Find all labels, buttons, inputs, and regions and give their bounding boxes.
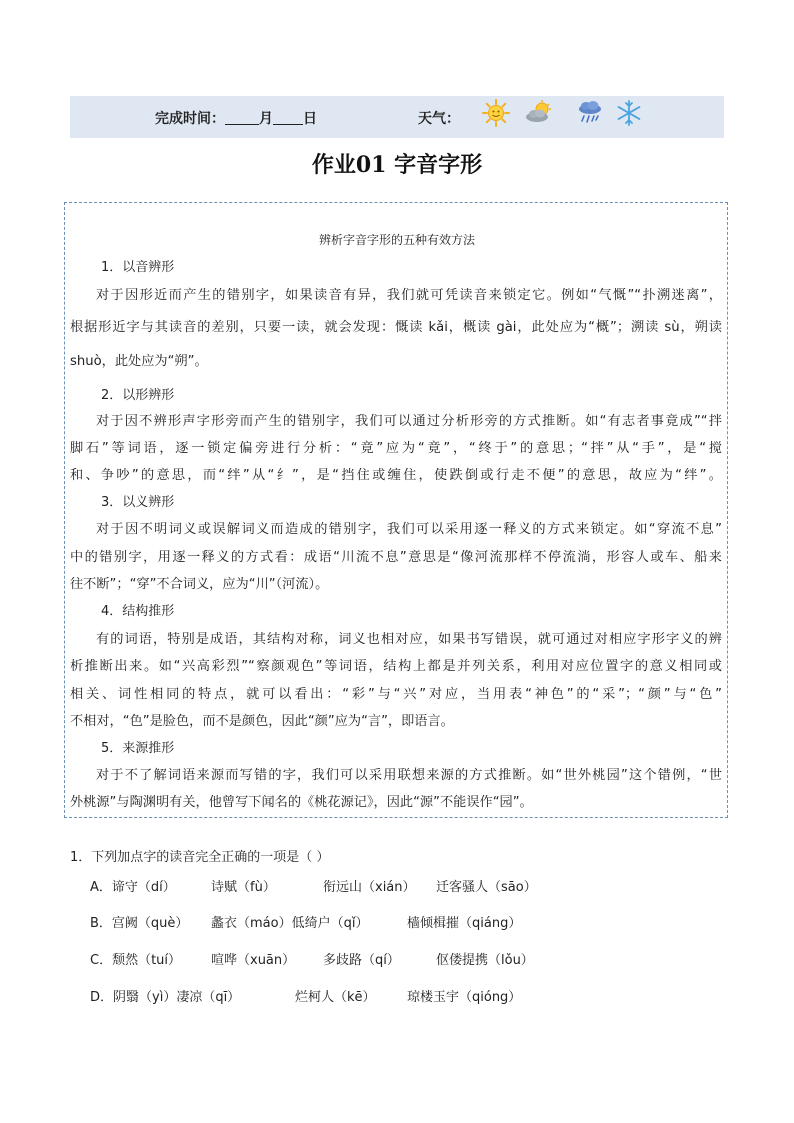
section-heading: 2．以形辨形 — [101, 388, 175, 403]
section-heading: 4．结构推形 — [101, 604, 175, 619]
section-line: 根据形近字与其读音的差别，只要一读，就会发现：慨读 kǎi，概读 gài，此处应为“概”；溯读 sù，朔读 — [70, 320, 722, 335]
section-line: 有的词语，特别是成语，其结构对称，词义也相对应，如果书写错误，就可通过对相应字形字义的辨 — [96, 632, 722, 647]
sun-icon — [481, 98, 511, 128]
option-item: A．谛守（dí） — [90, 880, 176, 895]
option-item: 诗赋（fù） — [211, 880, 276, 895]
section-line: shuò，此处应为“朔”。 — [70, 354, 208, 369]
option-item: D．阴翳（yì）凄凉（qī） — [90, 990, 241, 1005]
option-item: 樯倾楫摧（qiáng） — [407, 916, 522, 931]
section-line: 对于因形近而产生的错别字，如果读音有异，我们就可凭读音来锁定它。例如“气慨”“扑溯迷离”， — [96, 288, 722, 303]
month-blank — [225, 110, 259, 125]
time-label: 完成时间： — [155, 111, 225, 127]
option-item: B．宫阙（què） — [90, 916, 189, 931]
option-item: 喧哗（xuān） — [211, 953, 296, 968]
option-item: C．颓然（tuí） — [90, 953, 182, 968]
partly-cloudy-icon — [524, 98, 554, 128]
snowflake-icon — [614, 98, 644, 128]
section-line: 外桃源”与陶渊明有关，他曾写下闻名的《桃花源记》，因此“源”不能误作“园”。 — [70, 795, 533, 810]
section-line: 脚石”等词语，逐一锁定偏旁进行分析：“竟”应为“竟”，“终于”的意思；“拌”从“手”，是“搅 — [70, 441, 722, 456]
section-line: 中的错别字，用逐一释义的方式看：成语“川流不息”意思是“像河流那样不停流淌，形容人或车、船来 — [70, 550, 722, 565]
weather-label: 天气： — [418, 111, 460, 127]
month-label: 月 — [259, 111, 273, 127]
option-item: 琼楼玉宇（qióng） — [407, 990, 522, 1005]
option-item: 蠡衣（máo）低绮户（qǐ） — [211, 916, 369, 931]
page-title: 作业01 字音字形 — [311, 152, 483, 178]
methods-box-title: 辨析字音字形的五种有效方法 — [318, 233, 475, 247]
completion-time — [155, 108, 317, 128]
option-item: 烂柯人（kē） — [295, 990, 376, 1005]
section-line: 和、争吵”的意思，而“绊”从“纟”，是“挡住或缠住，使跌倒或行走不便”的意思，故应为“绊”。 — [70, 468, 722, 483]
section-line: 对于因不辨形声字形旁而产生的错别字，我们可以通过分析形旁的方式推断。如“有志者事竟成”“拌 — [96, 414, 722, 429]
section-line: 相关、词性相同的特点，就可以看出：“彩”与“兴”对应，当用表“神色”的“采”；“颜”与“色” — [70, 687, 722, 702]
section-line: 往不断”；“穿”不合词义，应为“川”（河流）。 — [70, 577, 329, 592]
section-line: 析推断出来。如“兴高彩烈”“察颜观色”等词语，结构上都是并列关系，利用对应位置字的意义相同或 — [70, 659, 722, 674]
section-line: 不相对，“色”是脸色，而不是颜色，因此“颜”应为“言”，即语言。 — [70, 714, 454, 729]
section-heading: 5．来源推形 — [101, 741, 175, 756]
section-heading: 3．以义辨形 — [101, 495, 175, 510]
rain-icon — [575, 98, 605, 128]
option-item: 多歧路（qí） — [323, 953, 400, 968]
option-item: 衔远山（xián） — [323, 880, 416, 895]
day-label: 日 — [303, 111, 317, 127]
section-line: 对于因不明词义或误解词义而造成的错别字，我们可以采用逐一释义的方式来锁定。如“穿流不息” — [96, 522, 722, 537]
question-stem: 1．下列加点字的读音完全正确的一项是（ ） — [70, 850, 330, 865]
section-heading: 1．以音辨形 — [101, 260, 175, 275]
day-blank — [273, 110, 303, 125]
option-item: 迁客骚人（sāo） — [436, 880, 537, 895]
option-item: 伛偻提携（lǒu） — [436, 953, 534, 968]
section-line: 对于不了解词语来源而写错的字，我们可以采用联想来源的方式推断。如“世外桃园”这个错例，“世 — [96, 768, 722, 783]
